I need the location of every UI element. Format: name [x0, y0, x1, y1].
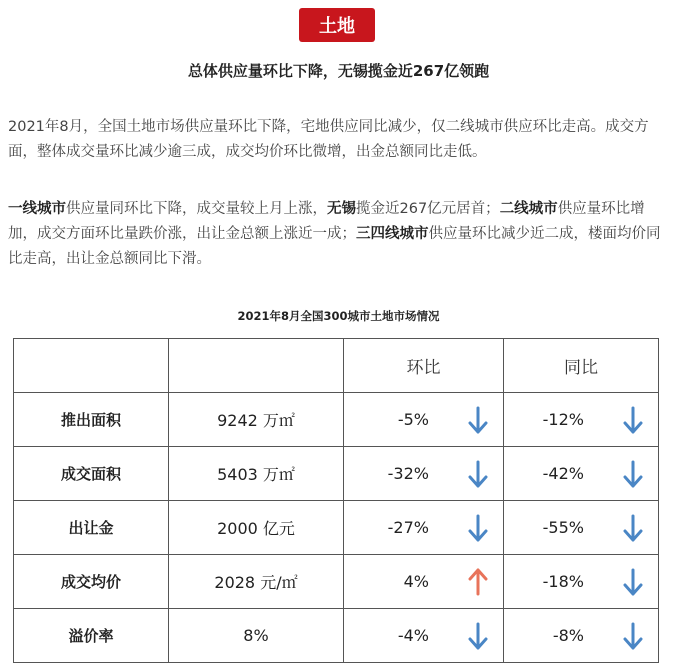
row-value: 2028 元/㎡	[169, 555, 344, 609]
table-row	[14, 555, 659, 609]
mom-value: -5%	[397, 410, 429, 429]
mom-value: -27%	[387, 518, 429, 537]
mom-value: -32%	[387, 464, 429, 483]
tier1-text: 供应量同环比下降，成交量较上月上涨，	[66, 201, 327, 217]
arrow-down-icon	[608, 568, 658, 596]
header-yoy: 同比	[504, 339, 659, 393]
tier34-label: 三四线城市	[356, 226, 429, 242]
yoy-value: -18%	[542, 572, 584, 591]
arrow-up-icon	[453, 568, 503, 596]
tier34-text: 供应量环比减少近二成，楼面均价同比走高，出让金总额同比下滑。	[8, 226, 661, 267]
yoy-value: -42%	[542, 464, 584, 483]
yoy-cell	[504, 393, 659, 447]
row-value: 2000 亿元	[169, 501, 344, 555]
row-value: 9242 万㎡	[169, 393, 344, 447]
arrow-down-icon	[608, 406, 658, 434]
header-blank-1	[14, 339, 169, 393]
row-label: 成交均价	[14, 555, 169, 609]
paragraph-summary: 2021年8月，全国土地市场供应量环比下降，宅地供应同比减少，仅二线城市供应环比走高。成交方面，整体成交量环比减少逾三成，成交均价环比微增，出金总额同比走低。	[8, 119, 649, 160]
row-value: 5403 万㎡	[169, 447, 344, 501]
land-market-table	[13, 338, 659, 663]
row-label: 推出面积	[14, 393, 169, 447]
table-row	[14, 393, 659, 447]
arrow-down-icon	[453, 622, 503, 650]
arrow-down-icon	[453, 514, 503, 542]
yoy-cell	[504, 609, 659, 663]
row-value: 8%	[169, 609, 344, 663]
arrow-down-icon	[453, 406, 503, 434]
mom-cell	[344, 447, 504, 501]
mom-cell	[344, 609, 504, 663]
yoy-value: -8%	[552, 626, 584, 645]
row-label: 成交面积	[14, 447, 169, 501]
mom-cell	[344, 501, 504, 555]
arrow-down-icon	[608, 622, 658, 650]
table-caption: 2021年8月全国300城市土地市场情况	[237, 309, 440, 323]
mom-value: -4%	[397, 626, 429, 645]
row-label: 出让金	[14, 501, 169, 555]
section-badge: 土地	[299, 8, 375, 42]
tier2-label: 二线城市	[499, 201, 558, 217]
table-row	[14, 609, 659, 663]
tier1-label: 一线城市	[8, 201, 66, 217]
table-row	[14, 447, 659, 501]
mom-cell	[344, 393, 504, 447]
headline: 总体供应量环比下降，无锡揽金近267亿领跑	[187, 62, 490, 80]
header-blank-2	[169, 339, 344, 393]
wuxi-text: 揽金近267亿元居首；	[356, 201, 500, 217]
arrow-down-icon	[608, 514, 658, 542]
table-header-row	[14, 339, 659, 393]
yoy-value: -12%	[542, 410, 584, 429]
arrow-down-icon	[453, 460, 503, 488]
yoy-value: -55%	[542, 518, 584, 537]
paragraph-city-tiers	[8, 197, 668, 272]
mom-cell	[344, 555, 504, 609]
wuxi-label: 无锡	[327, 201, 356, 217]
arrow-down-icon	[608, 460, 658, 488]
row-label: 溢价率	[14, 609, 169, 663]
table-row	[14, 501, 659, 555]
mom-value: 4%	[403, 572, 429, 591]
tier2-text: 供应量环比增加，成交方面环比量跌价涨，出让金总额上涨近一成；	[8, 201, 645, 242]
yoy-cell	[504, 555, 659, 609]
yoy-cell	[504, 447, 659, 501]
header-mom: 环比	[344, 339, 504, 393]
yoy-cell	[504, 501, 659, 555]
